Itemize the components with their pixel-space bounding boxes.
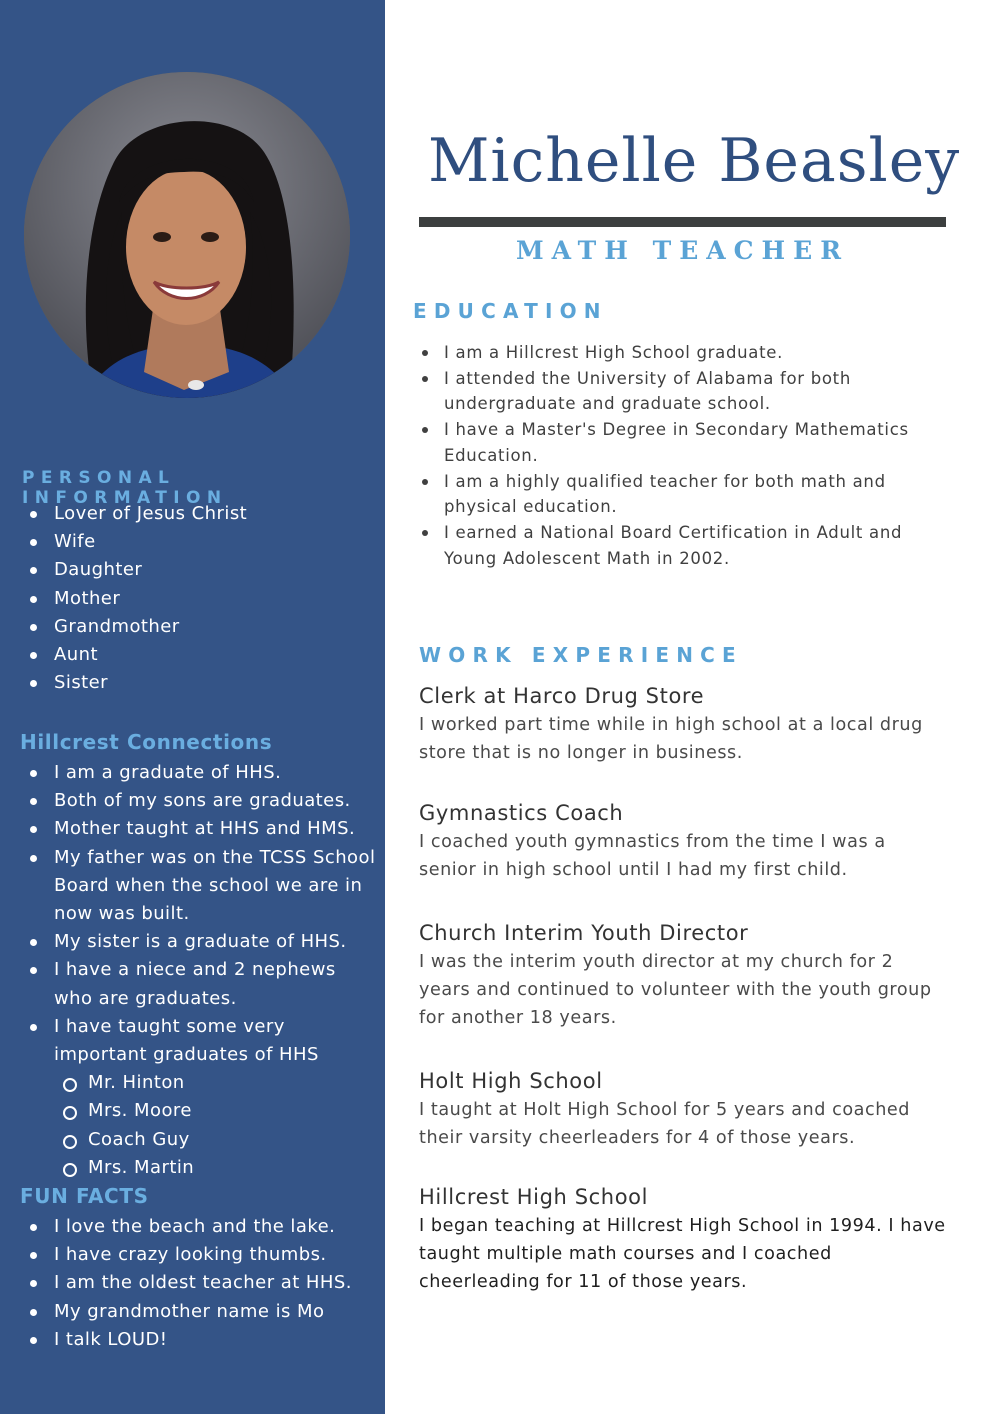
job-entry <box>419 681 959 767</box>
job-entry <box>419 1182 959 1297</box>
sub-list-item: Mr. Hinton <box>28 1069 378 1097</box>
job-entry <box>419 798 959 884</box>
list-item: Aunt <box>28 641 247 669</box>
fun-facts-heading: FUN FACTS <box>20 1184 149 1208</box>
job-entry-title: Holt High School <box>419 1069 603 1093</box>
list-item: I have taught some very important graduates of HHS <box>28 1013 378 1069</box>
person-name: Michelle Beasley <box>428 126 961 196</box>
list-item: I love the beach and the lake. <box>28 1213 352 1241</box>
hillcrest-connections-list <box>28 759 378 1182</box>
name-divider <box>419 217 946 227</box>
job-entry-title: Gymnastics Coach <box>419 801 624 825</box>
job-entry-description: I taught at Holt High School for 5 years and coached their varsity cheerleaders for 4 of those years. <box>419 1100 911 1149</box>
list-item: I talk LOUD! <box>28 1326 352 1354</box>
job-title: MATH TEACHER <box>515 236 850 265</box>
list-item: I am a highly qualified teacher for both math and physical education. <box>420 469 940 520</box>
sub-list-item: Mrs. Martin <box>28 1154 378 1182</box>
portrait-illustration <box>24 72 350 398</box>
list-item: Grandmother <box>28 613 247 641</box>
job-entry-title: Hillcrest High School <box>419 1185 649 1209</box>
list-item: I have crazy looking thumbs. <box>28 1241 352 1269</box>
hillcrest-connections-heading: Hillcrest Connections <box>20 730 273 754</box>
list-item: I attended the University of Alabama for both undergraduate and graduate school. <box>420 366 940 417</box>
personal-info-heading: PERSONAL INFORMATION <box>22 468 228 508</box>
profile-photo <box>24 72 350 398</box>
list-item: I am a graduate of HHS. <box>28 759 378 787</box>
list-item: My grandmother name is Mo <box>28 1298 352 1326</box>
list-item: I am the oldest teacher at HHS. <box>28 1269 352 1297</box>
education-heading: EDUCATION <box>413 299 608 323</box>
job-entry-description: I began teaching at Hillcrest High School in 1994. I have taught multiple math courses and I coached cheerleading for 11 of those years. <box>419 1216 946 1293</box>
job-entry-title: Church Interim Youth Director <box>419 921 749 945</box>
list-item: Mother <box>28 585 247 613</box>
sub-list-item: Coach Guy <box>28 1126 378 1154</box>
list-item: I earned a National Board Certification in Adult and Young Adolescent Math in 2002. <box>420 520 940 571</box>
education-list <box>420 340 940 571</box>
list-item: I have a Master's Degree in Secondary Mathematics Education. <box>420 417 940 468</box>
job-entry-description: I was the interim youth director at my church for 2 years and continued to volunteer with the youth group for another 18 years. <box>419 952 932 1029</box>
job-entry-title: Clerk at Harco Drug Store <box>419 684 705 708</box>
job-entry-description: I coached youth gymnastics from the time I was a senior in high school until I had my first child. <box>419 832 886 881</box>
job-entry <box>419 918 959 1033</box>
personal-info-list <box>28 500 247 697</box>
list-item: I have a niece and 2 nephews who are graduates. <box>28 956 378 1012</box>
work-experience-heading: WORK EXPERIENCE <box>419 643 743 667</box>
list-item: Mother taught at HHS and HMS. <box>28 815 378 843</box>
job-entry-description: I worked part time while in high school at a local drug store that is no longer in business. <box>419 715 923 764</box>
list-item: Daughter <box>28 556 247 584</box>
list-item: Sister <box>28 669 247 697</box>
list-item: Both of my sons are graduates. <box>28 787 378 815</box>
list-item: Wife <box>28 528 247 556</box>
list-item: Lover of Jesus Christ <box>28 500 247 528</box>
list-item: I am a Hillcrest High School graduate. <box>420 340 940 366</box>
sidebar <box>0 0 385 1414</box>
sub-list-item: Mrs. Moore <box>28 1097 378 1125</box>
fun-facts-list <box>28 1213 352 1354</box>
list-item: My father was on the TCSS School Board when the school we are in now was built. <box>28 844 378 929</box>
job-entry <box>419 1066 959 1152</box>
list-item: My sister is a graduate of HHS. <box>28 928 378 956</box>
